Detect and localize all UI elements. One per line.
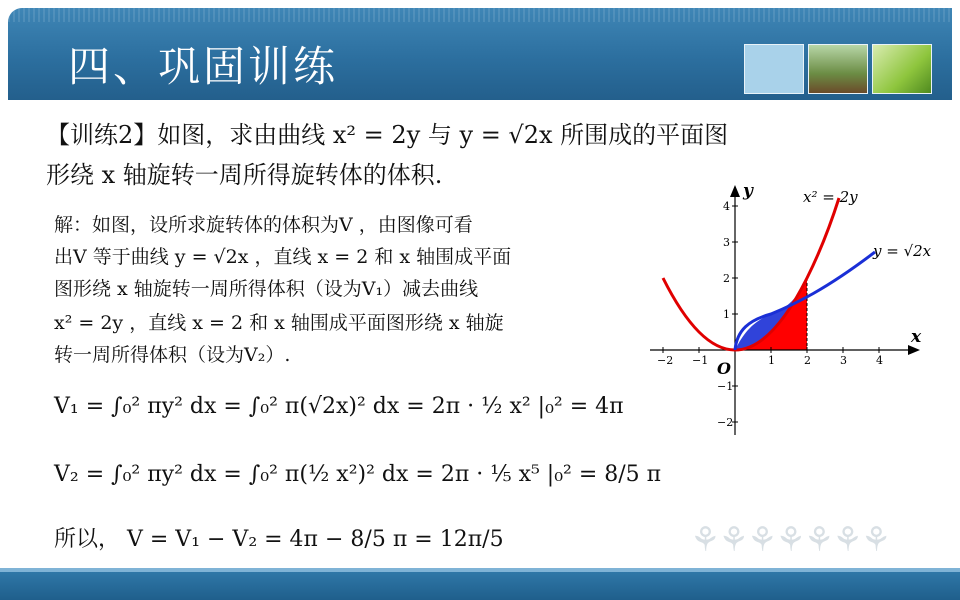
problem-line-2: 形绕 x 轴旋转一周所得旋转体的体积. bbox=[46, 161, 443, 189]
x-tick-label: −1 bbox=[692, 354, 709, 367]
x-tick-label: 2 bbox=[804, 354, 811, 367]
y-tick-label: 3 bbox=[723, 236, 730, 249]
page-title: 四、巩固训练 bbox=[68, 42, 339, 91]
x-tick-label: 4 bbox=[876, 354, 883, 367]
solution-line-1: 解：如图，设所求旋转体的体积为V ，由图像可看 bbox=[54, 214, 473, 236]
solution-line-3: 图形绕 x 轴旋转一周所得体积（设为V₁）减去曲线 bbox=[54, 278, 479, 300]
parabola-label: x² = 2y bbox=[803, 188, 858, 206]
sprout-decoration: ⚘⚘⚘⚘⚘⚘⚘ bbox=[690, 520, 890, 560]
x-tick-label: 3 bbox=[840, 354, 847, 367]
y-tick-label: 4 bbox=[723, 200, 730, 213]
solution-line-5: 转一周所得体积（设为V₂）. bbox=[54, 344, 291, 366]
x-tick-label: −2 bbox=[657, 354, 674, 367]
function-graph bbox=[645, 180, 955, 440]
y-axis-label: y bbox=[743, 181, 753, 201]
formula-conclusion: 所以， V = V₁ − V₂ = 4π − 8/5 π = 12π/5 bbox=[54, 527, 504, 552]
y-tick-label: −2 bbox=[717, 416, 734, 429]
banner-stripe bbox=[8, 8, 952, 22]
sqrt-label: y = √2x bbox=[873, 242, 932, 260]
y-tick-label: −1 bbox=[717, 380, 734, 393]
y-axis-arrow bbox=[730, 185, 740, 197]
x-tick-label: 1 bbox=[768, 354, 775, 367]
problem-line-1: 【训练2】如图，求由曲线 x² = 2y 与 y = √2x 所围成的平面图 bbox=[46, 121, 729, 149]
solution-line-4: x² = 2y ，直线 x = 2 和 x 轴围成平面图形绕 x 轴旋 bbox=[54, 312, 504, 334]
solution-line-2: 出V 等于曲线 y = √2x ，直线 x = 2 和 x 轴围成平面 bbox=[54, 246, 512, 268]
formula-v1: V₁ = ∫₀² πy² dx = ∫₀² π(√2x)² dx = 2π · ½ x² |₀² = 4π bbox=[54, 394, 624, 419]
leaf-photo bbox=[872, 44, 932, 94]
footer-bar bbox=[0, 572, 960, 600]
origin-label: O bbox=[717, 359, 731, 378]
y-tick-label: 1 bbox=[723, 308, 730, 321]
y-tick-label: 2 bbox=[723, 272, 730, 285]
title-banner bbox=[8, 8, 952, 100]
x-axis-label: x bbox=[911, 327, 922, 347]
formula-v2: V₂ = ∫₀² πy² dx = ∫₀² π(½ x²)² dx = 2π · ⅕ x⁵ |₀² = 8/5 π bbox=[54, 462, 662, 487]
sprout-photo bbox=[808, 44, 868, 94]
sky-photo bbox=[744, 44, 804, 94]
